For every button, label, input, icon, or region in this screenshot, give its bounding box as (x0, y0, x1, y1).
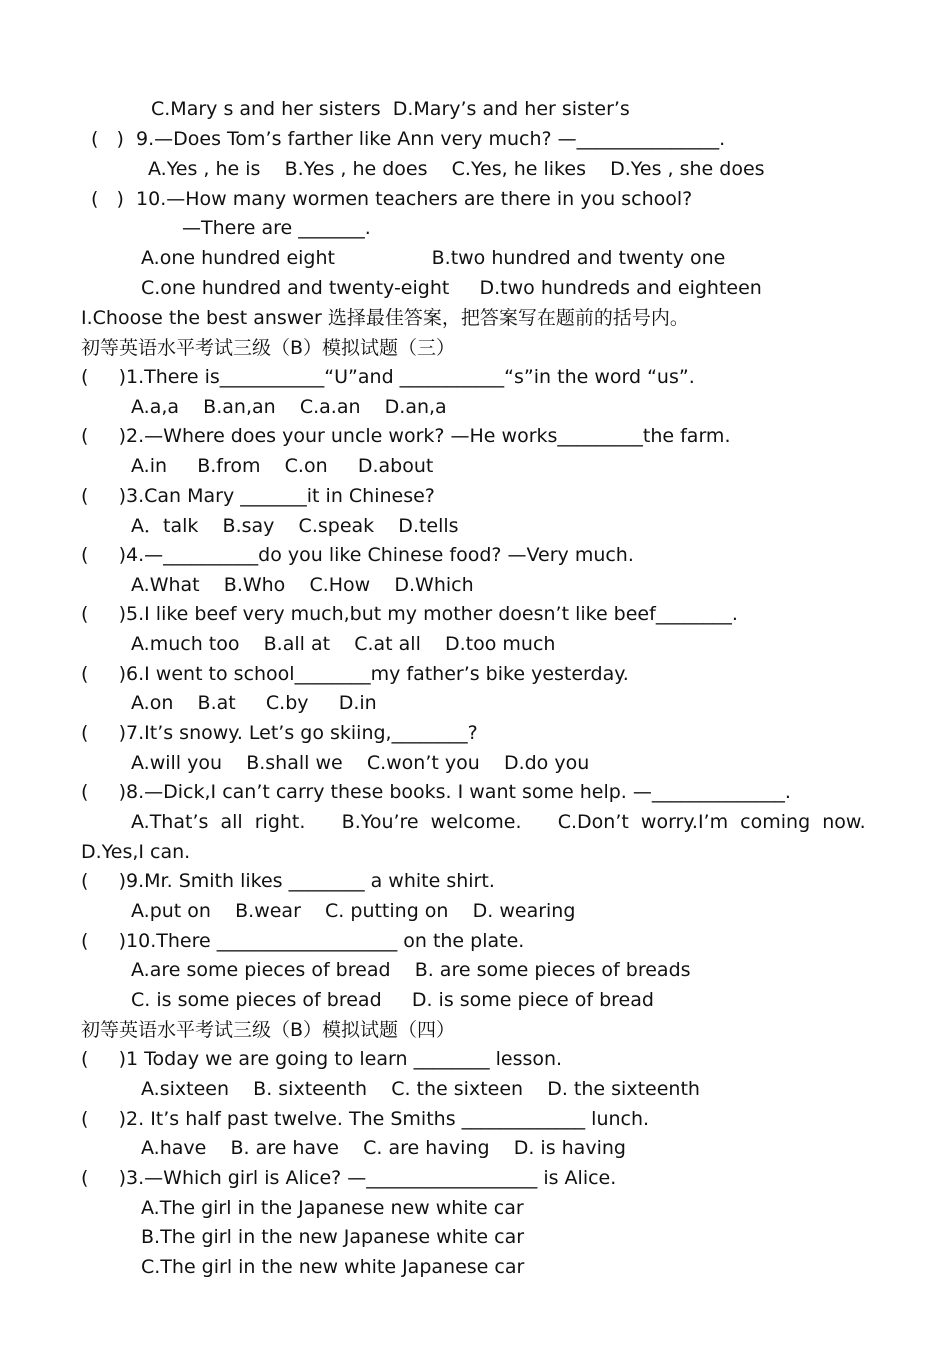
options-line: A.put on B.wear C. putting on D. wearing (131, 900, 576, 922)
options-line: A.in B.from C.on D.about (131, 455, 434, 477)
instruction-line: I.Choose the best answer 选择最佳答案，把答案写在题前的括号内。 (81, 307, 689, 329)
text-line: C.Mary s and her sisters D.Mary’s and her sister’s (151, 98, 630, 120)
question-line: ( )2.—Where does your uncle work? —He works_________the farm. (81, 425, 731, 447)
section-heading: 初等英语水平考试三级（B）模拟试题（三） (81, 337, 456, 359)
question-line: ( ) 9.—Does Tom’s farther like Ann very much? —_______________. (91, 128, 726, 150)
options-line: C. is some pieces of bread D. is some piece of bread (131, 989, 654, 1011)
options-line: A.are some pieces of bread B. are some pieces of breads (131, 959, 691, 981)
text-line: —There are _______. (182, 217, 371, 239)
options-line: A.sixteen B. sixteenth C. the sixteen D. the sixteenth (141, 1078, 700, 1100)
question-line: ( )4.—__________do you like Chinese food? —Very much. (81, 544, 634, 566)
options-line: A.The girl in the Japanese new white car (141, 1197, 524, 1219)
question-line: ( )1 Today we are going to learn ________ lesson. (81, 1048, 563, 1070)
question-line: ( )1.There is___________“U”and ___________“s”in the word “us”. (81, 366, 695, 388)
question-line: ( )8.—Dick,I can’t carry these books. I want some help. —______________. (81, 781, 791, 803)
section-heading: 初等英语水平考试三级（B）模拟试题（四） (81, 1019, 456, 1041)
question-line: ( ) 10.—How many wormen teachers are there in you school? (91, 188, 693, 210)
question-line: ( )3.—Which girl is Alice? —__________________ is Alice. (81, 1167, 617, 1189)
options-line: C.one hundred and twenty-eight D.two hundreds and eighteen (141, 277, 762, 299)
options-line: A.What B.Who C.How D.Which (131, 574, 474, 596)
options-line: A．talk B.say C.speak D.tells (131, 515, 459, 537)
options-line: A.a,a B.an,an C.a.an D.an,a (131, 396, 447, 418)
options-line: A.one hundred eight B.two hundred and twenty one (141, 247, 726, 269)
question-line: ( )5.I like beef very much,but my mother doesn’t like beef________. (81, 603, 738, 625)
question-line: ( )2. It’s half past twelve. The Smiths _____________ lunch. (81, 1108, 650, 1130)
options-line: B.The girl in the new Japanese white car (141, 1226, 525, 1248)
question-line: ( )10.There ___________________ on the plate. (81, 930, 525, 952)
options-line: D.Yes,I can. (81, 841, 191, 863)
options-line: A.will you B.shall we C.won’t you D.do you (131, 752, 590, 774)
options-line: A.much too B.all at C.at all D.too much (131, 633, 556, 655)
question-line: ( )7.It’s snowy. Let’s go skiing,________? (81, 722, 478, 744)
options-line: A.That’s all right. B.You’re welcome. C.Don’t worry.I’m coming now. (131, 811, 866, 833)
options-line: A.Yes , he is B.Yes , he does C.Yes, he likes D.Yes , she does (148, 158, 765, 180)
question-line: ( )9.Mr. Smith likes ________ a white shirt. (81, 870, 495, 892)
options-line: A.on B.at C.by D.in (131, 692, 377, 714)
options-line: C.The girl in the new white Japanese car (141, 1256, 525, 1278)
options-line: A.have B. are have C. are having D. is having (141, 1137, 626, 1159)
question-line: ( )6.I went to school________my father’s bike yesterday. (81, 663, 629, 685)
question-line: ( )3.Can Mary _______it in Chinese? (81, 485, 435, 507)
